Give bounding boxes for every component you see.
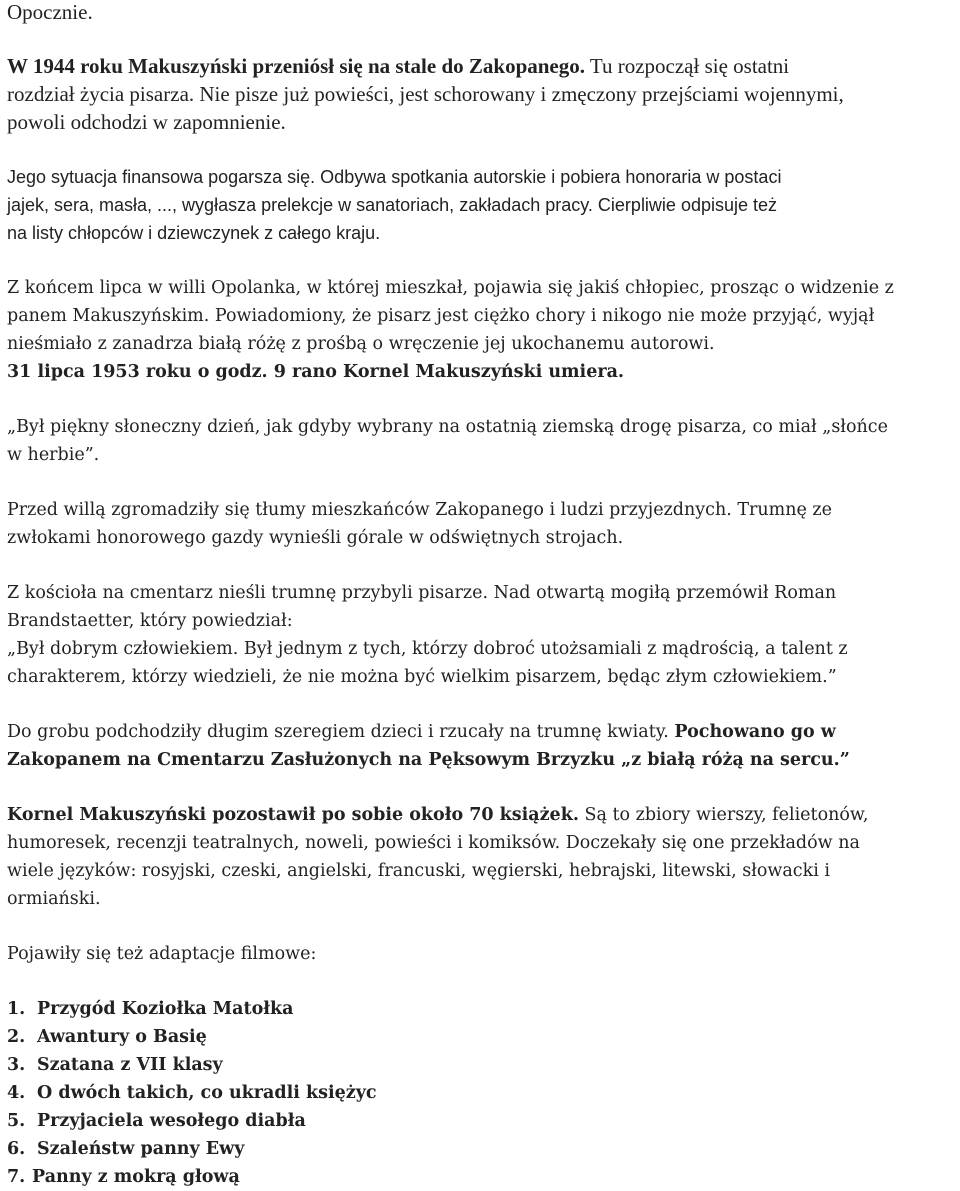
list-item: 4. O dwóch takich, co ukradli księżyc bbox=[7, 1083, 377, 1103]
text-line: na listy chłopców i dziewczynek z całego kraju. bbox=[7, 223, 381, 243]
text-line: panem Makuszyńskim. Powiadomiony, że pisarz jest ciężko chory i nikogo nie może przyjąć, wyjął bbox=[7, 306, 875, 326]
text-line: Z końcem lipca w willi Opolanka, w której mieszkał, pojawia się jakiś chłopiec, prosząc o widzenie z bbox=[7, 278, 894, 298]
list-item: 6. Szaleństw panny Ewy bbox=[7, 1139, 245, 1159]
text-line: wiele języków: rosyjski, czeski, angielski, francuski, węgierski, hebrajski, litewski, słowacki i bbox=[7, 861, 830, 881]
list-item: 2. Awantury o Basię bbox=[7, 1027, 207, 1047]
list-item: 7. Panny z mokrą głową bbox=[7, 1167, 240, 1187]
list-item: 1. Przygód Koziołka Matołka bbox=[7, 999, 294, 1019]
text-line: powoli odchodzi w zapomnienie. bbox=[7, 110, 286, 134]
list-item: 3. Szatana z VII klasy bbox=[7, 1055, 223, 1075]
text-line: Jego sytuacja finansowa pogarsza się. Odbywa spotkania autorskie i pobiera honoraria w postaci bbox=[7, 167, 782, 187]
paragraph-1944 bbox=[7, 52, 955, 136]
paragraph-books bbox=[7, 801, 955, 913]
text-line: Pojawiły się też adaptacje filmowe: bbox=[7, 944, 317, 964]
paragraph-quote-day bbox=[7, 413, 955, 469]
text-line: Brandstaetter, który powiedział: bbox=[7, 611, 293, 631]
text-line: Kornel Makuszyński pozostawił po sobie około 70 książek. Są to zbiory wierszy, felietonów, bbox=[7, 805, 869, 825]
text-line: charakterem, którzy wiedzieli, że nie można być wielkim pisarzem, będąc złym człowiekiem.” bbox=[7, 667, 837, 687]
text-line: „Był dobrym człowiekiem. Był jednym z tych, którzy dobroć utożsamiali z mądrością, a talent z bbox=[7, 639, 848, 659]
text-line: rozdział życia pisarza. Nie pisze już powieści, jest schorowany i zmęczony przejściami wojennymi, bbox=[7, 82, 844, 106]
text-line: jajek, sera, masła, ..., wygłasza prelekcje w sanatoriach, zakładach pracy. Cierpliwie odpisuje też bbox=[7, 195, 778, 215]
paragraph-funeral bbox=[7, 579, 955, 691]
text-line: w herbie”. bbox=[7, 445, 100, 465]
text-line: „Był piękny słoneczny dzień, jak gdyby wybrany na ostatnią ziemską drogę pisarza, co miał „słońce bbox=[7, 417, 888, 437]
paragraph-crowds bbox=[7, 496, 955, 552]
text-line: zwłokami honorowego gazdy wynieśli górale w odświętnych strojach. bbox=[7, 528, 624, 548]
paragraph-finances bbox=[7, 163, 955, 247]
text-line: W 1944 roku Makuszyński przeniósł się na stale do Zakopanego. Tu rozpoczął się ostatni bbox=[7, 54, 790, 78]
list-item: 5. Przyjaciela wesołego diabła bbox=[7, 1111, 306, 1131]
paragraph-intro bbox=[7, 0, 955, 26]
text-line: Zakopanem na Cmentarzu Zasłużonych na Pęksowym Brzyzku „z białą różą na sercu.” bbox=[7, 750, 850, 770]
text-line: nieśmiało z zanadrza białą różę z prośbą o wręczenie jej ukochanemu autorowi. bbox=[7, 334, 715, 354]
text-line: Przed willą zgromadziły się tłumy mieszkańców Zakopanego i ludzi przyjezdnych. Trumnę ze bbox=[7, 500, 833, 520]
paragraph-burial bbox=[7, 718, 955, 774]
bold-sentence: W 1944 roku Makuszyński przeniósł się na stale do Zakopanego. bbox=[7, 54, 585, 78]
film-list bbox=[7, 995, 955, 1191]
paragraph-opolanka bbox=[7, 274, 955, 386]
death-date: 31 lipca 1953 roku o godz. 9 rano Kornel Makuszyński umiera. bbox=[7, 362, 624, 382]
text-line: ormiański. bbox=[7, 889, 101, 909]
text-line: Do grobu podchodziły długim szeregiem dzieci i rzucały na trumnę kwiaty. Pochowano go w bbox=[7, 722, 836, 742]
text-line: Opocznie. bbox=[7, 0, 93, 24]
text-line: Z kościoła na cmentarz nieśli trumnę przybyli pisarze. Nad otwartą mogiłą przemówił Roman bbox=[7, 583, 837, 603]
text-line: humoresek, recenzji teatralnych, noweli, powieści i komiksów. Doczekały się one przekładów na bbox=[7, 833, 860, 853]
paragraph-adaptations bbox=[7, 940, 955, 968]
